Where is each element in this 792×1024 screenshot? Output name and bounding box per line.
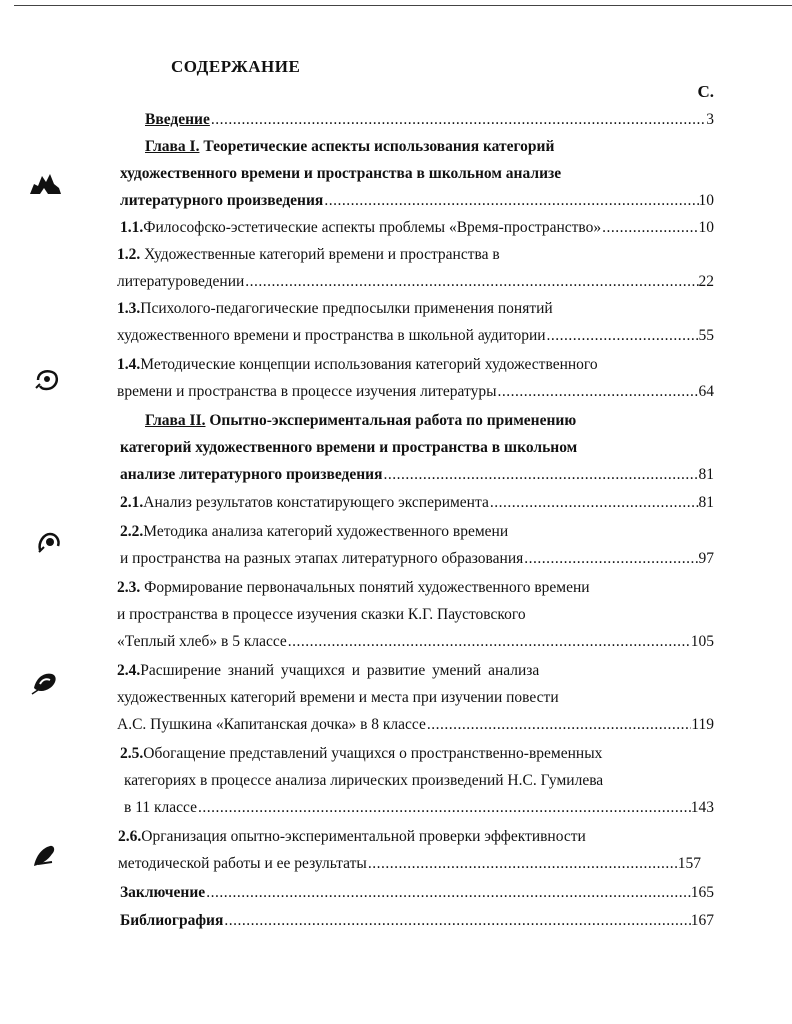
section-number: 2.2.: [120, 523, 144, 540]
dot-leader: [497, 381, 699, 403]
toc-page-number: 10: [698, 219, 714, 236]
dot-leader: [287, 631, 691, 653]
section-title-cont: в 11 классе: [124, 799, 197, 816]
section-title: Методика анализа категорий художественного времени: [143, 523, 509, 540]
toc-entry-chapter-2: [0, 410, 792, 432]
dot-leader: [197, 797, 691, 819]
toc-entry-chapter-1: [0, 136, 792, 158]
dot-leader: [244, 271, 698, 293]
toc-entry-2-4: [0, 660, 792, 682]
chapter-2-title-line-1: Опытно-экспериментальная работа по применению: [209, 412, 577, 429]
section-number: 2.5.: [120, 745, 144, 762]
toc-entry-1-2-cont: [0, 271, 792, 293]
section-title-cont: и пространства на разных этапах литературного образования: [120, 550, 524, 567]
top-rule: [14, 5, 792, 6]
toc-page-number: 10: [698, 192, 714, 209]
toc-page-number: 167: [690, 912, 714, 929]
toc-page-number: 97: [698, 550, 714, 567]
section-number: 1.1.: [120, 219, 144, 236]
toc-entry-1-1: [0, 217, 792, 239]
dot-leader: [205, 882, 691, 904]
chapter-1-title-line-2: художественного времени и пространства в школьном анализе: [120, 165, 562, 182]
toc-entry-1-3-cont: [0, 325, 792, 347]
page-title: СОДЕРЖАНИЕ: [171, 57, 301, 76]
toc-entry-1-3: [0, 298, 792, 320]
toc-page-number: 143: [690, 799, 714, 816]
dot-leader: [546, 325, 699, 347]
toc-page-number: 22: [698, 273, 714, 290]
section-title: Психолого-педагогические предпосылки применения понятий: [140, 300, 553, 317]
section-title: Организация опытно-экспериментальной проверки эффективности: [141, 828, 586, 845]
section-title-cont: методической работы и ее результаты: [118, 855, 367, 872]
scan-artifact-icon: [30, 668, 60, 696]
chapter-2-title-line-3: анализе литературного произведения: [120, 466, 383, 483]
page-column-label: С.: [697, 82, 714, 101]
toc-entry-chapter-1-cont: [0, 163, 792, 185]
toc-conclusion-title: Заключение: [120, 884, 206, 901]
toc-entry-1-4: [0, 354, 792, 376]
toc-entry-chapter-2-last: [0, 464, 792, 486]
toc-entry-2-5-last: [0, 797, 792, 819]
toc-page-number: 165: [690, 884, 714, 901]
toc-entry-conclusion: [0, 882, 792, 904]
dot-leader: [323, 190, 698, 212]
chapter-1-title-line-1: Теоретические аспекты использования категорий: [203, 138, 555, 155]
toc-page-number: 81: [698, 494, 714, 511]
scan-artifact-icon: [28, 170, 62, 196]
dot-leader: [426, 714, 691, 736]
toc-entry-2-4-last: [0, 714, 792, 736]
section-title: Методические концепции использования категорий художественного: [140, 356, 598, 373]
section-title-cont: «Теплый хлеб» в 5 классе: [117, 633, 287, 650]
chapter-1-title-line-3: литературного произведения: [120, 192, 324, 209]
section-title-cont: А.С. Пушкина «Капитанская дочка» в 8 классе: [117, 716, 426, 733]
section-title: Обогащение представлений учащихся о пространственно-временных: [143, 745, 603, 762]
dot-leader: [523, 548, 698, 570]
toc-entry-2-2: [0, 521, 792, 543]
toc-page-number: 105: [690, 633, 714, 650]
section-title: Расширение знаний учащихся и развитие умений анализа: [140, 662, 540, 679]
toc-entry-1-2: [0, 244, 792, 266]
toc-entry-intro: [0, 109, 792, 131]
toc-intro-title: Введение: [145, 111, 210, 128]
section-number: 1.3.: [117, 300, 141, 317]
section-title: Анализ результатов констатирующего эксперимента: [143, 494, 489, 511]
toc-page-number: 55: [698, 327, 714, 344]
toc-entry-2-3: [0, 577, 792, 599]
toc-entry-2-3-last: [0, 631, 792, 653]
section-number: 1.4.: [117, 356, 141, 373]
toc-entry-2-1: [0, 492, 792, 514]
section-title-cont: и пространства в процессе изучения сказки К.Г. Паустовского: [117, 606, 526, 623]
dot-leader: [601, 217, 698, 239]
toc-entry-2-5-cont: [0, 770, 792, 792]
toc-entry-bibliography: [0, 910, 792, 932]
scan-artifact-icon: [36, 530, 62, 554]
section-number: 2.4.: [117, 662, 141, 679]
toc-entry-2-5: [0, 743, 792, 765]
toc-entry-chapter-1-last: [0, 190, 792, 212]
toc-page-number: 157: [677, 855, 701, 872]
chapter-1-label: Глава I.: [145, 138, 200, 155]
section-title-cont: художественных категорий времени и места при изучении повести: [117, 689, 559, 706]
dot-leader: [223, 910, 690, 932]
section-number: 1.2.: [117, 246, 141, 263]
section-title: Художественные категорий времени и пространства в: [144, 246, 500, 263]
section-number: 2.3.: [117, 579, 141, 596]
section-title-cont: литературоведении: [117, 273, 245, 290]
scan-artifact-icon: [30, 842, 60, 870]
scan-artifact-icon: [34, 368, 60, 392]
dot-leader: [489, 492, 699, 514]
section-title-cont: художественного времени и пространства в школьной аудитории: [117, 327, 546, 344]
toc-entry-2-3-cont: [0, 604, 792, 626]
toc-page-number: 64: [698, 383, 714, 400]
chapter-2-title-line-2: категорий художественного времени и пространства в школьном: [120, 439, 578, 456]
section-title-cont: времени и пространства в процессе изучения литературы: [117, 383, 497, 400]
dot-leader: [367, 853, 678, 875]
toc-page-number: 3: [706, 111, 714, 128]
section-number: 2.6.: [118, 828, 142, 845]
toc-entry-2-6: [0, 826, 792, 848]
toc-bibliography-title: Библиография: [120, 912, 224, 929]
section-title: Формирование первоначальных понятий художественного времени: [144, 579, 590, 596]
section-title-cont: категориях в процессе анализа лирических произведений Н.С. Гумилева: [124, 772, 604, 789]
toc-page-number: 81: [698, 466, 714, 483]
toc-entry-2-6-cont: [0, 853, 792, 875]
section-title: Философско-эстетические аспекты проблемы «Время-пространство»: [143, 219, 602, 236]
dot-leader: [210, 109, 706, 131]
toc-page-number: 119: [691, 716, 714, 733]
toc-entry-2-4-cont: [0, 687, 792, 709]
section-number: 2.1.: [120, 494, 144, 511]
toc-entry-1-4-cont: [0, 381, 792, 403]
chapter-2-label: Глава II.: [145, 412, 206, 429]
toc-entry-chapter-2-cont: [0, 437, 792, 459]
dot-leader: [382, 464, 698, 486]
toc-entry-2-2-cont: [0, 548, 792, 570]
